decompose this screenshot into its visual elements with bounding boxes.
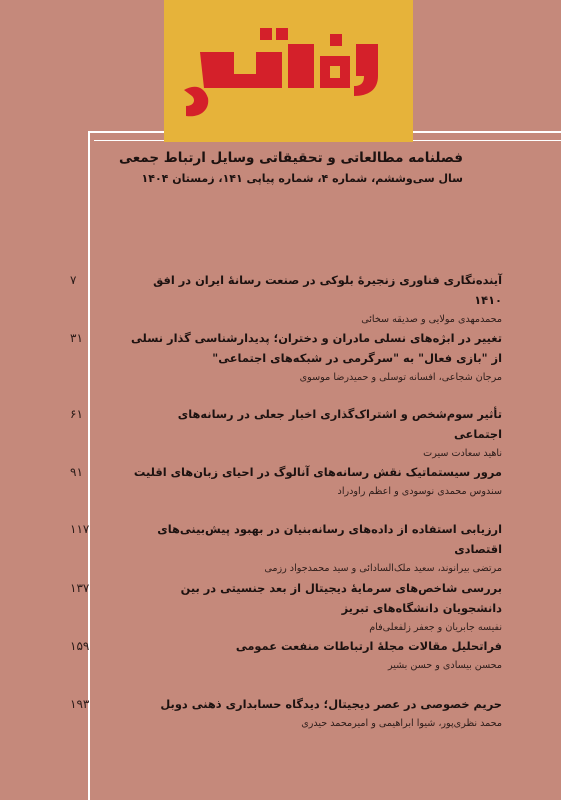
issue-line: سال سی‌وششم، شماره ۴، شماره پیاپی ۱۴۱، زمستان ۱۴۰۴ — [141, 172, 463, 185]
toc-authors: نفیسه جابریان و جعفر زلفعلی‌فام — [369, 622, 502, 633]
toc-authors: محسن بیسادی و حسن بشیر — [387, 660, 502, 671]
toc-title: بررسی شاخص‌های سرمایهٔ دیجیتال از بعد جنسیتی در بین دانشجویان دانشگاه‌های تبریز — [180, 581, 502, 615]
toc-page-number: ۱۵۹ — [70, 639, 90, 653]
toc-item[interactable] — [70, 462, 502, 500]
toc-title: مرور سیستماتیک نقش رسانه‌های آنالوگ در احیای زبان‌های اقلیت — [133, 465, 502, 479]
toc-authors: مرتضی بیرانوند، سعید ملک‌السادائی و سید محمدجواد رزمی — [264, 563, 502, 574]
toc-item[interactable] — [70, 636, 502, 674]
toc-item[interactable] — [70, 694, 502, 732]
toc-authors: ناهید سعادت سیرت — [423, 448, 502, 459]
logo-mark — [164, 0, 413, 142]
toc-page-number: ۳۱ — [70, 331, 83, 345]
toc-page-number: ۱۳۷ — [70, 581, 90, 595]
toc-page-number: ۹۱ — [70, 465, 83, 479]
journal-logo — [164, 0, 413, 142]
toc-authors: مرجان شجاعی، افسانه توسلی و حمیدرضا موسوی — [299, 372, 502, 383]
toc-title: تأثیر سوم‌شخص و اشتراک‌گذاری اخبار جعلی در رسانه‌های اجتماعی — [177, 407, 502, 441]
toc-page-number: ۶۱ — [70, 407, 83, 421]
toc-page-number: ۷ — [70, 273, 77, 287]
toc-page-number: ۱۹۳ — [70, 697, 90, 711]
toc-title: حریم خصوصی در عصر دیجیتال؛ دیدگاه حسابداری ذهنی دوبل — [160, 697, 502, 711]
toc-title: ارزیابی استفاده از داده‌های رسانه‌بنیان در بهبود پیش‌بینی‌های اقتصادی — [157, 522, 502, 556]
toc-authors: سندوس محمدی نوسودی و اعظم راودراد — [337, 486, 502, 497]
toc-title: تغییر در ابژه‌های نسلی مادران و دختران؛ پدیدارشناسی گذار نسلی از "بازی فعال" به "سرگرمی در شبکه‌های اجتماعی" — [131, 331, 502, 365]
toc-authors: محمد نظری‌پور، شیوا ابراهیمی و امیرمحمد حیدری — [301, 718, 502, 729]
logo-text: رسانه — [164, 0, 167, 1]
toc-authors: محمدمهدی مولایی و صدیقه سخائی — [361, 314, 502, 325]
toc-item[interactable] — [70, 328, 502, 386]
journal-title: فصلنامه مطالعاتی و تحقیقاتی وسایل ارتباط جمعی — [119, 150, 463, 166]
toc-title: فراتحلیل مقالات مجلهٔ ارتباطات منفعت عمومی — [235, 639, 502, 653]
toc-title: آینده‌نگاری فناوری زنجیرهٔ بلوکی در صنعت رسانهٔ ایران در افق ۱۴۱۰ — [153, 273, 502, 307]
journal-header — [63, 148, 463, 188]
toc-item[interactable] — [70, 578, 502, 636]
toc-page-number: ۱۱۷ — [70, 522, 90, 536]
toc-item[interactable] — [70, 519, 502, 577]
toc-item[interactable] — [70, 270, 502, 328]
toc-item[interactable] — [70, 404, 502, 462]
